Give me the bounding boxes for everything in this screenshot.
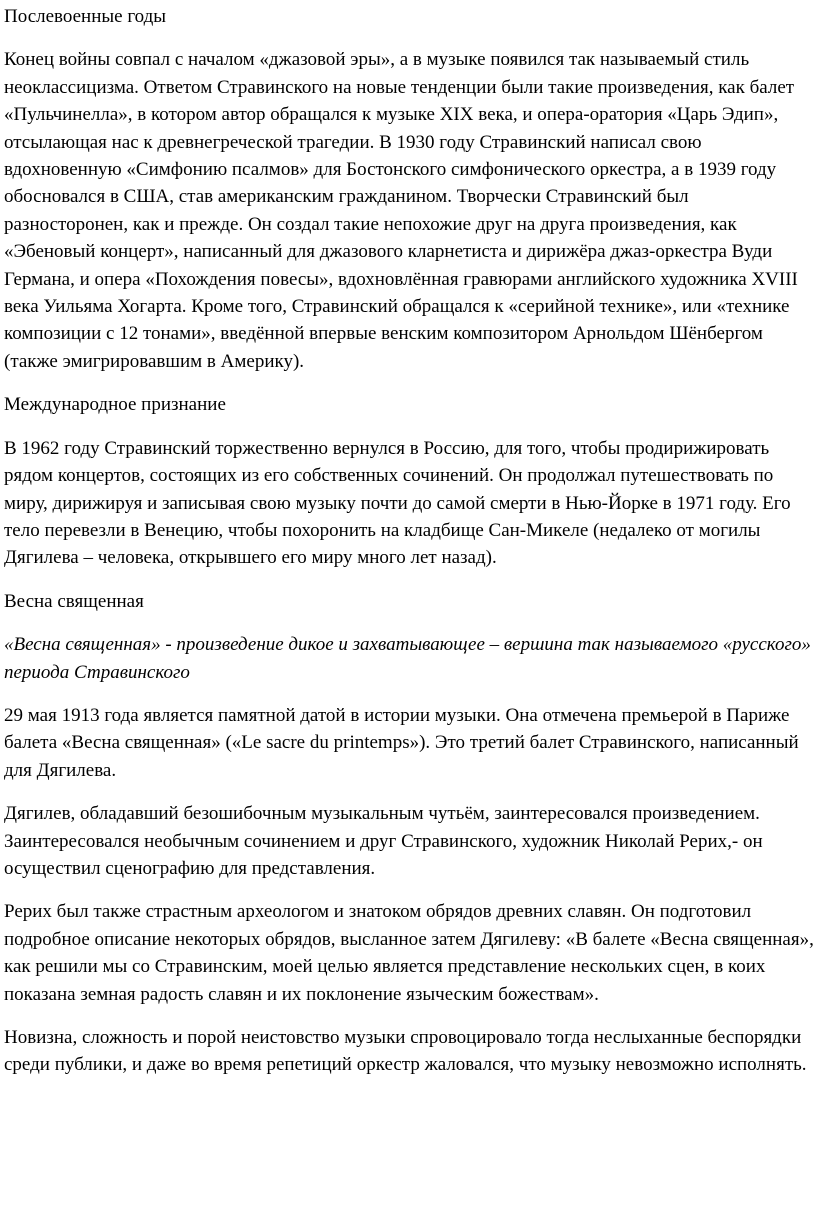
paragraph-rite-1: 29 мая 1913 года является памятной датой в истории музыки. Она отмечена премьерой в Париже балета «Весна священная» («Le sacre du printemps»). Это третий балет Стравинского, написанный для Дягилева. [4, 704, 799, 781]
paragraph-postwar-1: Конец войны совпал с началом «джазовой эры», а в музыке появился так называемый стиль неоклассицизма. Ответом Стравинского на новые тенденции были такие произведения, как балет «Пульчинелла», в котором автор обращался к музыке XIX века, и опера-оратория «Царь Эдип», отсылающая нас к древнегреческой трагедии. В 1930 году Стравинский написал свою вдохновенную «Симфонию псалмов» для Бостонского симфонического оркестра, а в 1939 году обосновался в США, став американским гражданином. Творчески Стравинский был разносторонен, как и прежде. Он создал такие непохожие друг на друга произведения, как «Эбеновый концерт», написанный для джазового кларнетиста и дирижёра джаз-оркестра Вуди Германа, и опера «Похождения повесы», вдохновлённая гравюрами английского художника XVIII века Уильяма Хогарта. Кроме того, Стравинский обращался к «серийной технике», или «технике композиции с 12 тонами», введённой впервые венским композитором Арнольдом Шёнбергом (также эмигрировавшим в Америку). [4, 49, 798, 372]
paragraph-rite-2: Дягилев, обладавший безошибочным музыкальным чутьём, заинтересовался произведением. Заинтересовался необычным сочинением и друг Стравинского, художник Николай Рерих,- он осуществил сценографию для представления. [4, 803, 763, 879]
epigraph-rite-of-spring: «Весна священная» - произведение дикое и захватывающее – вершина так называемого «русского» периода Стравинского [4, 634, 811, 683]
section-heading-postwar: Послевоенные годы [4, 6, 167, 27]
paragraph-recognition-1: В 1962 году Стравинский торжественно вернулся в Россию, для того, чтобы продирижировать рядом концертов, состоящих из его собственных сочинений. Он продолжал путешествовать по миру, дирижируя и записывая свою музыку почти до самой смерти в Нью-Йорке в 1971 году. Его тело перевезли в Венецию, чтобы похоронить на кладбище Сан-Микеле (недалеко от могилы Дягилева – человека, открывшего его миру много лет назад). [4, 437, 791, 569]
section-heading-recognition: Международное признание [4, 394, 226, 416]
section-heading-rite-of-spring: Весна священная [4, 590, 144, 612]
paragraph-rite-3: Рерих был также страстным археологом и знатоком обрядов древних славян. Он подготовил подробное описание некоторых обрядов, высланное затем Дягилеву: «В балете «Весна священная», как решили мы со Стравинским, моей целью является представление нескольких сцен, в коих показана земная радость славян и их поклонение языческим божествам». [4, 901, 814, 1005]
paragraph-rite-4: Новизна, сложность и порой неистовство музыки спровоцировало тогда неслыханные беспорядки среди публики, и даже во время репетиций оркестр жаловался, что музыку невозможно исполнять. [4, 1027, 807, 1076]
